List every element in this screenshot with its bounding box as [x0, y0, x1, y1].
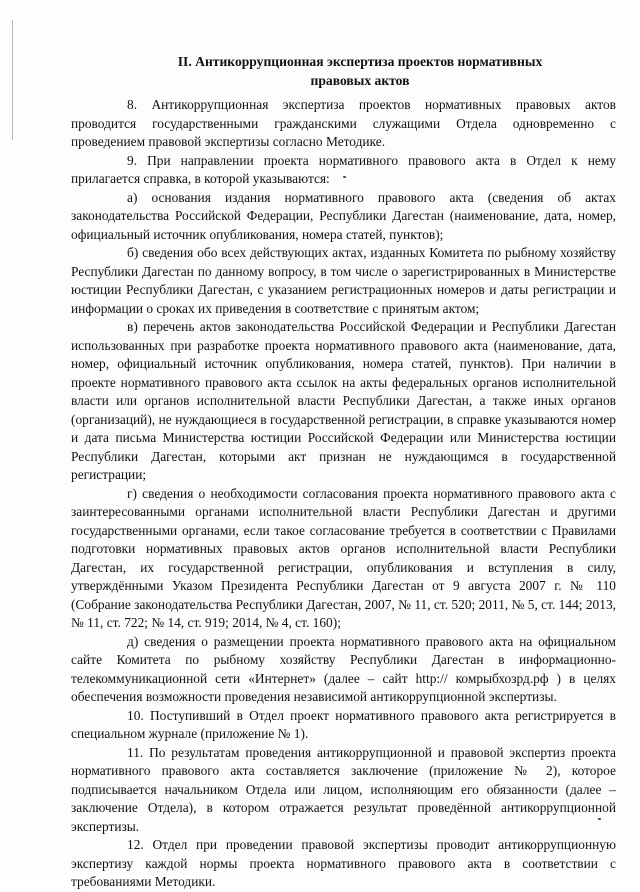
- paragraph-8: 8. Антикоррупционная экспертиза проектов нормативных правовых актов проводится государственными гражданскими служащими Отдела одновременно с проведением правовой экспертизы согласно Методике.: [71, 97, 616, 149]
- scan-speck: [343, 176, 346, 178]
- document-body: [71, 96, 616, 889]
- paragraph-9v: в) перечень актов законодательства Российской Федерации и Республики Дагестан использованных при разработке проекта нормативного правового акта (наименование, дата, номер, официальный источник опубликования, номера статей, пунктов). При наличии в проекте нормативного правового акта ссылок на акты федеральных органов исполнительной власти или органов исполнительной власти Республики Дагестан, а также иных органов (организаций), не нуждающиеся в государственной регистрации, в справке указываются номер и дата письма Министерства юстиции Российской Федерации или Министерства юстиции Республики Дагестан, которыми акт признан не нуждающимся в государственной регистрации;: [71, 319, 616, 482]
- scan-speck: [598, 818, 601, 820]
- paragraph-10: 10. Поступивший в Отдел проект нормативного правового акта регистрируется в специальном журнале (приложение № 1).: [71, 707, 616, 741]
- section-heading-line-2: правовых актов: [310, 73, 410, 88]
- paragraph-9b: б) сведения обо всех действующих актах, изданных Комитета по рыбному хозяйству Республики Дагестан по данному вопросу, в том числе о зарегистрированных в Министерстве юстиции Республики Дагестан, с указанием регистрационных номеров и даты регистрации и информации о сроках их приведения в соответствие с принятым актом;: [71, 245, 616, 316]
- paragraph-9d: д) сведения о размещении проекта нормативного правового акта на официальном сайте Комитета по рыбному хозяйству Республики Дагестан в информационно-телекоммуникационной сети «Интернет» (далее – сайт http:// комрыбхозрд.рф ) в целях обеспечения возможности проведения независимой антикоррупционной экспертизы.: [71, 633, 616, 704]
- scan-edge-line: [12, 20, 13, 140]
- paragraph-12: 12. Отдел при проведении правовой экспертизы проводит антикоррупционную экспертизу каждой нормы проекта нормативного правового акта в соответствии с требованиями Методики.: [71, 837, 616, 889]
- section-heading-line-1: II. Антикоррупционная экспертиза проектов нормативных: [177, 54, 543, 69]
- paragraph-9: 9. При направлении проекта нормативного правового акта в Отдел к нему прилагается справка, в которой указываются:: [71, 152, 616, 186]
- paragraph-9g: г) сведения о необходимости согласования проекта нормативного правового акта с заинтересованными органами исполнительной власти Республики Дагестан и другими государственными органами, если такое согласование требуется в соответствии с Правилами подготовки нормативных правовых актов органов исполнительной власти Республики Дагестан, их государственной регистрации, опубликования и вступления в силу, утверждёнными Указом Президента Республики Дагестан от 9 августа 2007 г. № 110 (Собрание законодательства Республики Дагестан, 2007, № 11, ст. 520; 2011, № 5, ст. 144; 2013, № 11, ст. 722; № 14, ст. 919; 2014, № 4, ст. 160);: [71, 485, 616, 630]
- paragraph-9a: а) основания издания нормативного правового акта (сведения об актах законодательства Российской Федерации, Республики Дагестан (наименование, дата, номер, официальный источник опубликования, номера статей, пунктов);: [71, 189, 616, 242]
- section-heading: [130, 52, 590, 90]
- paragraph-11: 11. По результатам проведения антикоррупционной и правовой экспертиз проекта нормативного правового акта составляется заключение (приложение № 2), которое подписывается начальником Отдела или лицом, исполняющим его обязанности (далее – заключение Отдела), в котором отражается результат проведённой антикоррупционной экспертизы.: [71, 744, 616, 834]
